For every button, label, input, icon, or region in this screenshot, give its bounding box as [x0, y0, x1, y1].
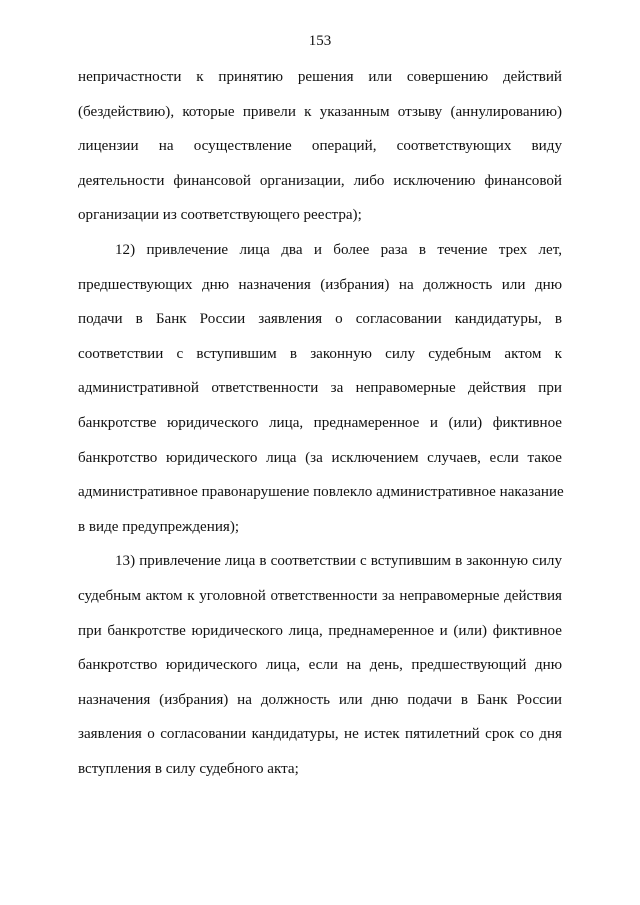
text-line: банкротстве юридического лица, преднамеренное и (или) фиктивное: [78, 414, 562, 431]
text-line: заявления о согласовании кандидатуры, не истек пятилетний срок со дня: [78, 726, 562, 743]
text-line: предшествующих дню назначения (избрания) на должность или дню: [78, 276, 562, 293]
text-line: административное правонарушение повлекло административное наказание: [78, 484, 564, 501]
text-line: административной ответственности за неправомерные действия при: [78, 380, 562, 397]
text-line: подачи в Банк России заявления о согласовании кандидатуры, в: [78, 311, 562, 328]
page-number: 153: [308, 33, 332, 49]
text-line: при банкротстве юридического лица, преднамеренное и (или) фиктивное: [78, 622, 562, 639]
text-line: судебным актом к уголовной ответственности за неправомерные действия: [78, 587, 562, 604]
paragraph-13-first-line: 13) привлечение лица в соответствии с вступившим в законную силу: [115, 553, 562, 570]
text-line: непричастности к принятию решения или совершению действий: [78, 69, 562, 85]
text-line: вступления в силу судебного акта;: [78, 760, 299, 777]
text-line: банкротство юридического лица (за исключением случаев, если такое: [78, 449, 562, 466]
text-line: соответствии с вступившим в законную силу судебным актом к: [78, 345, 562, 362]
text-line: деятельности финансовой организации, либо исключению финансовой: [78, 172, 562, 189]
text-line: назначения (избрания) на должность или дню подачи в Банк России: [78, 691, 562, 708]
text-line: организации из соответствующего реестра);: [78, 207, 362, 224]
paragraph-12-first-line: 12) привлечение лица два и более раза в течение трех лет,: [115, 241, 562, 258]
text-line: (бездействию), которые привели к указанным отзыву (аннулированию): [78, 103, 562, 120]
text-line: в виде предупреждения);: [78, 518, 240, 535]
document-body: [78, 66, 562, 792]
text-line: банкротство юридического лица, если на день, предшествующий дню: [78, 657, 562, 674]
text-line: лицензии на осуществление операций, соответствующих виду: [78, 138, 562, 155]
